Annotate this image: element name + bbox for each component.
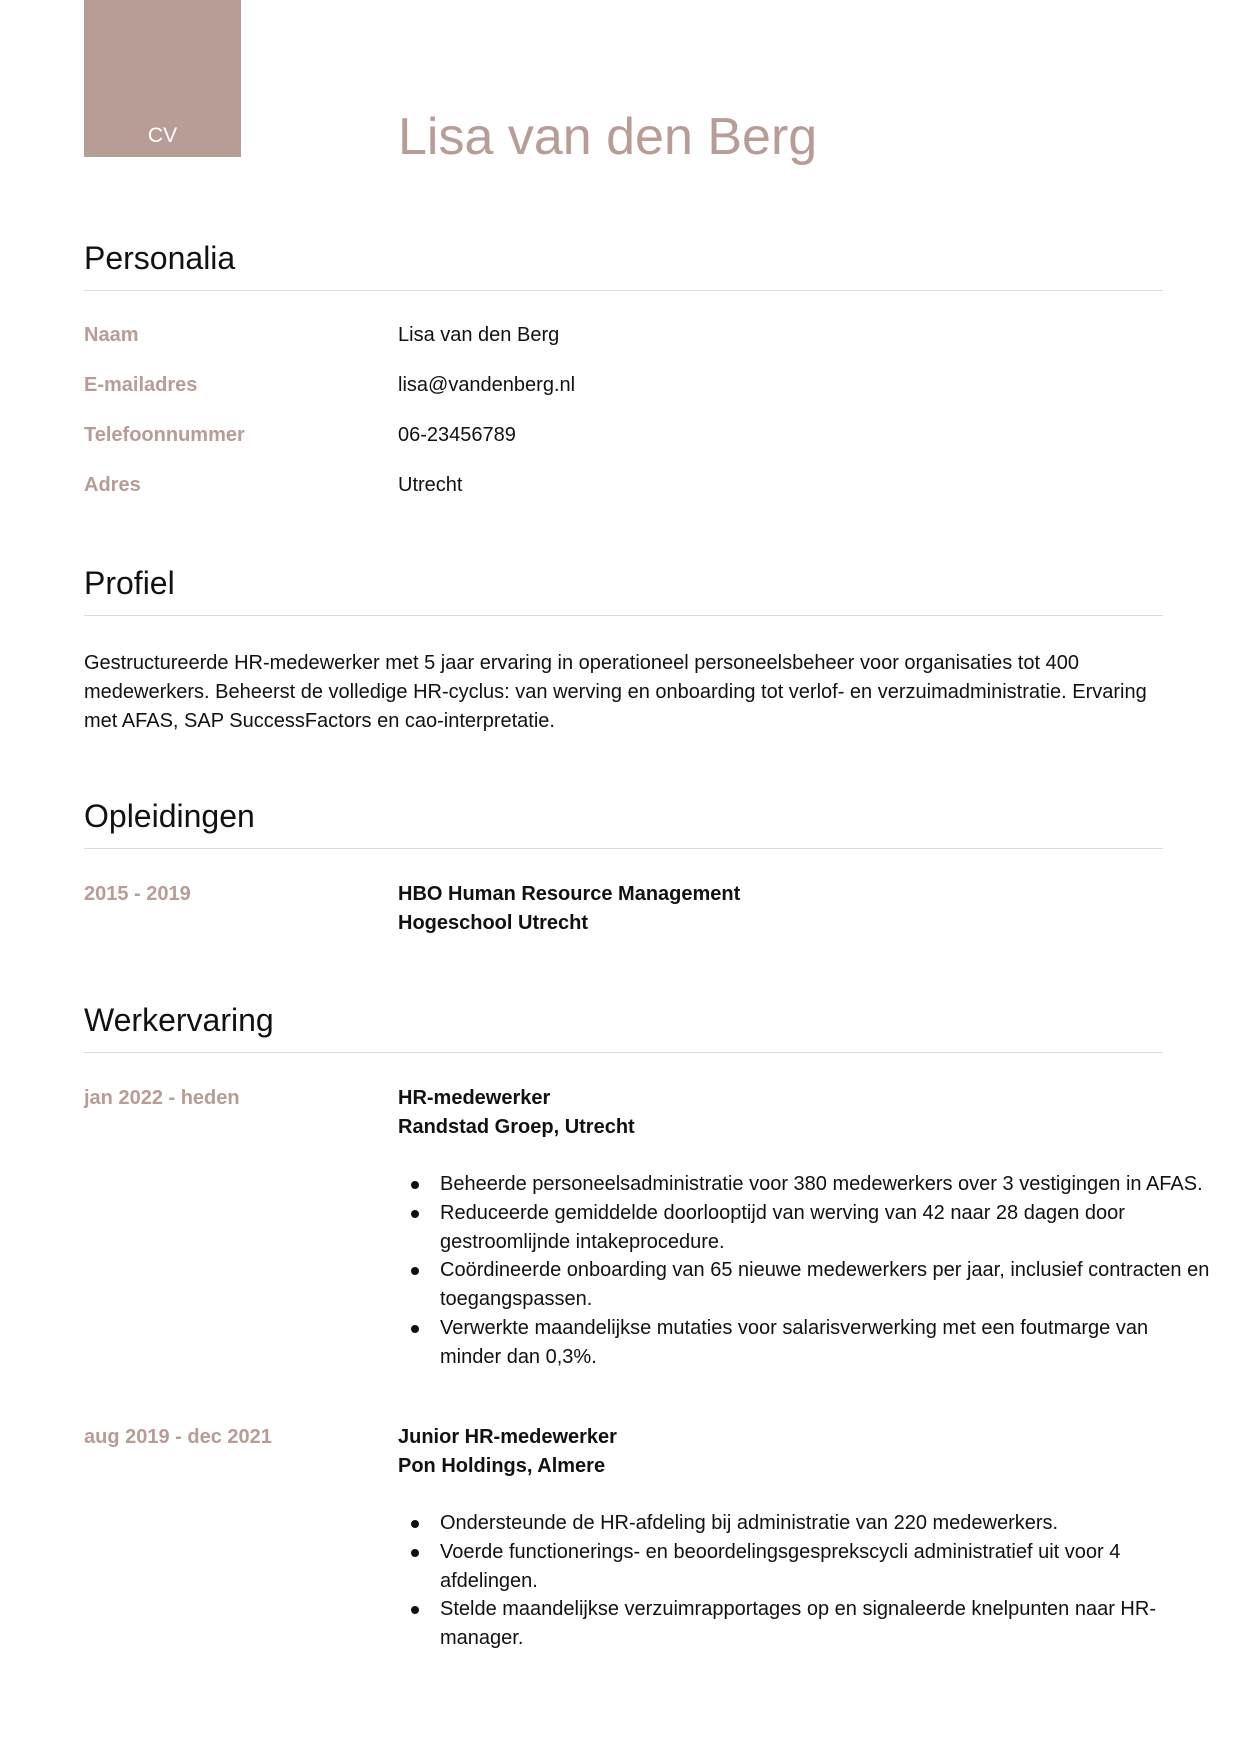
section-divider [84, 848, 1163, 849]
value-naam: Lisa van den Berg [398, 324, 560, 346]
job-entry [398, 1423, 617, 1481]
section-title-werkervaring: Werkervaring [84, 1002, 274, 1038]
job-bullets [398, 1509, 1210, 1653]
list-item: Reduceerde gemiddelde doorlooptijd van werving van 42 naar 28 dagen door gestroomlijnde intakeprocedure. [440, 1199, 1210, 1257]
list-item: Beheerde personeelsadministratie voor 380 medewerkers over 3 vestigingen in AFAS. [440, 1170, 1210, 1199]
section-divider [84, 1052, 1163, 1053]
label-email: E-mailadres [84, 374, 198, 396]
education-period: 2015 - 2019 [84, 883, 191, 905]
list-item: Verwerkte maandelijkse mutaties voor salarisverwerking met een foutmarge van minder dan 0,3%. [440, 1314, 1210, 1372]
value-email: lisa@vandenberg.nl [398, 374, 576, 396]
job-company: Randstad Groep, Utrecht [398, 1115, 635, 1138]
section-title-profiel: Profiel [84, 565, 175, 601]
education-school: Hogeschool Utrecht [398, 911, 589, 934]
education-degree: HBO Human Resource Management [398, 883, 741, 905]
section-divider [84, 290, 1163, 291]
education-entry [398, 880, 740, 938]
profile-text: Gestructureerde HR-medewerker met 5 jaar ervaring in operationeel personeelsbeheer voor organisaties tot 400 medewerkers. Beheerst de volledige HR-cyclus: van werving en onboarding tot verlof- en verzuimadministratie. Ervaring met AFAS, SAP SuccessFactors en cao-interpretatie. [84, 652, 1147, 732]
list-item: Voerde functionerings- en beoordelingsgesprekscycli administratief uit voor 4 afdelingen. [440, 1538, 1210, 1596]
list-item: Ondersteunde de HR-afdeling bij administratie van 220 medewerkers. [440, 1509, 1210, 1538]
label-adres: Adres [84, 474, 141, 496]
job-entry [398, 1084, 635, 1142]
label-naam: Naam [84, 324, 139, 346]
section-title-personalia: Personalia [84, 240, 236, 276]
list-item: Coördineerde onboarding van 65 nieuwe medewerkers per jaar, inclusief contracten en toegangspassen. [440, 1256, 1210, 1314]
value-telefoon: 06-23456789 [398, 424, 516, 446]
page-title: Lisa van den Berg [398, 108, 818, 166]
job-bullets [398, 1170, 1210, 1372]
job-role: Junior HR-medewerker [398, 1426, 617, 1448]
list-item: Stelde maandelijkse verzuimrapportages op en signaleerde knelpunten naar HR-manager. [440, 1595, 1210, 1653]
section-title-opleidingen: Opleidingen [84, 798, 255, 834]
job-company: Pon Holdings, Almere [398, 1454, 606, 1477]
section-divider [84, 615, 1163, 616]
value-adres: Utrecht [398, 474, 463, 496]
label-telefoon: Telefoonnummer [84, 424, 245, 446]
cv-badge: CV [84, 0, 241, 157]
job-role: HR-medewerker [398, 1087, 551, 1109]
job-period: aug 2019 - dec 2021 [84, 1426, 272, 1448]
job-period: jan 2022 - heden [84, 1087, 240, 1109]
